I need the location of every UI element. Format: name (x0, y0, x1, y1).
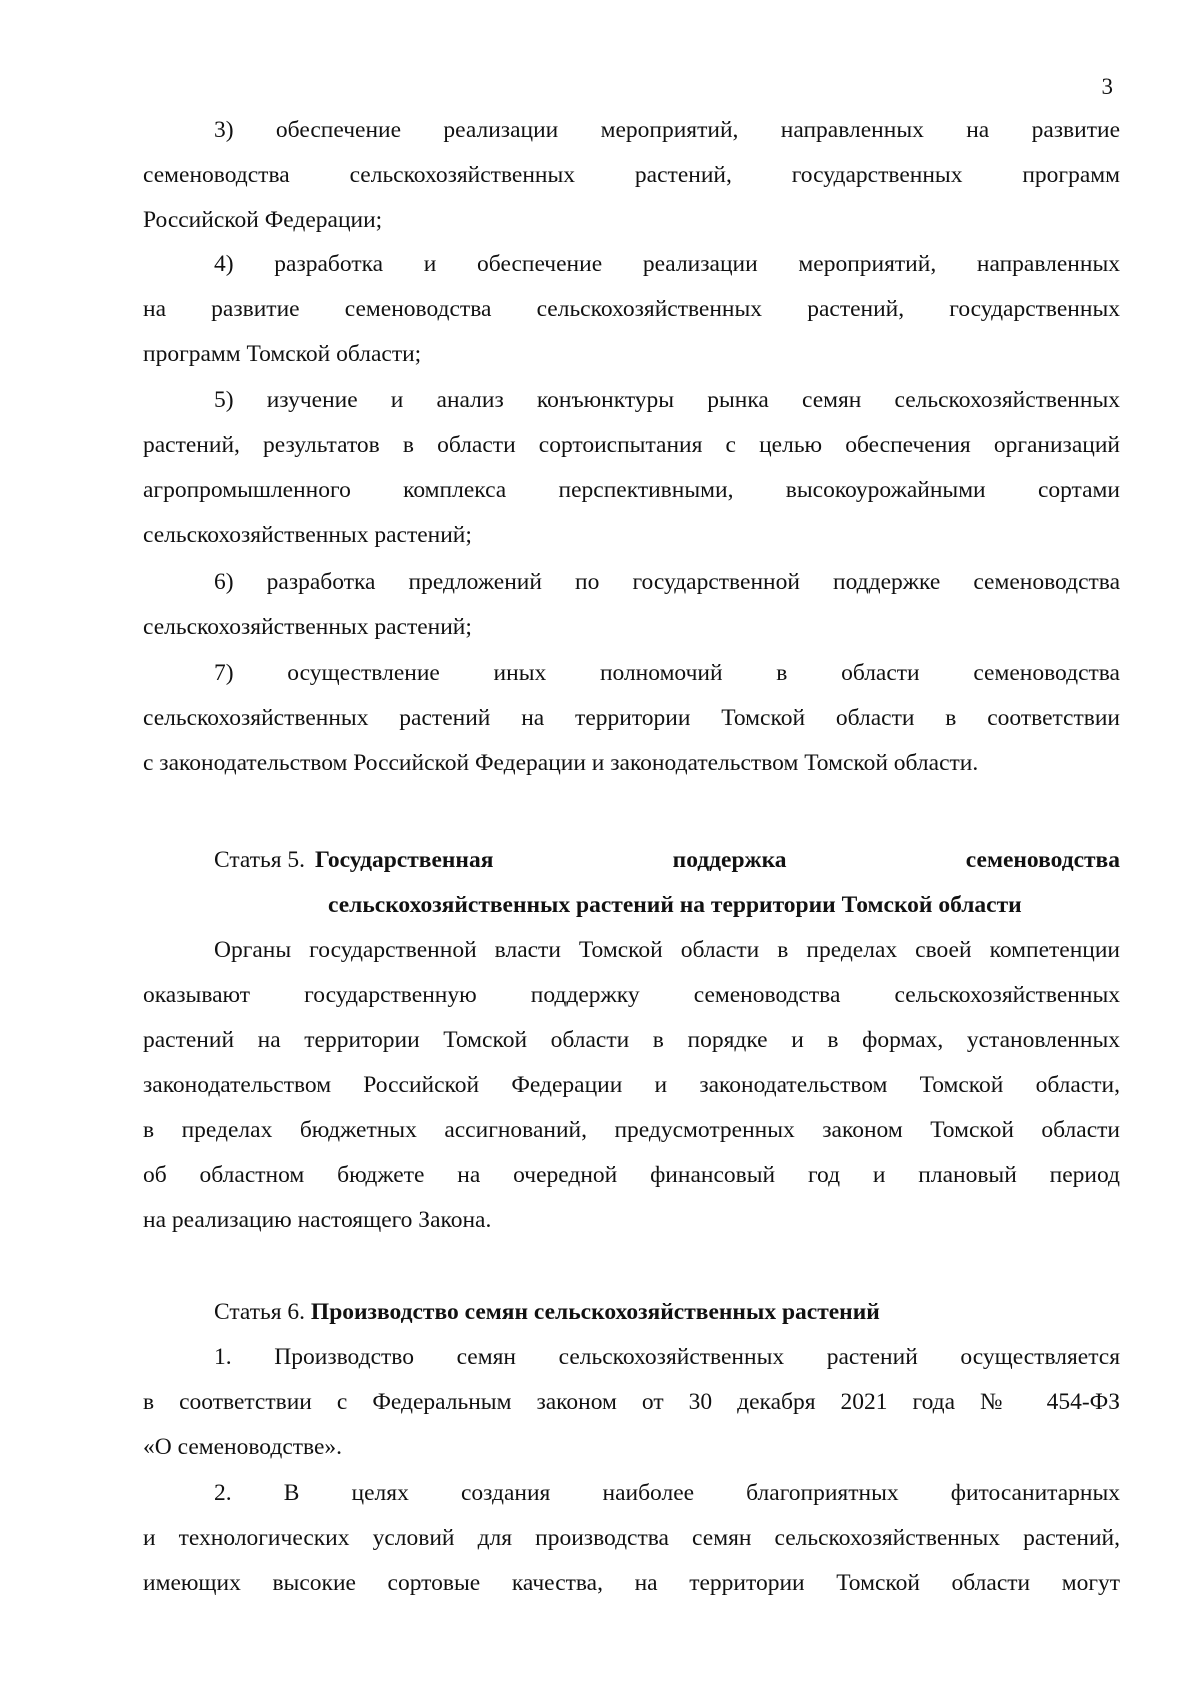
text-line: 4) разработка и обеспечение реализации мероприятий, направленных (214, 251, 1120, 277)
list-item-7 (143, 651, 1120, 786)
text-line: и технологических условий для производства семян сельскохозяйственных растений, (143, 1525, 1120, 1551)
text-line: 7) осуществление иных полномочий в области семеноводства (214, 660, 1120, 686)
text-line: «О семеноводстве». (143, 1434, 343, 1460)
text-line: оказывают государственную поддержку семеноводства сельскохозяйственных (143, 982, 1120, 1008)
article-5-heading (143, 838, 1120, 883)
text-line: Российской Федерации; (143, 207, 383, 233)
text-line: с законодательством Российской Федерации и законодательством Томской области. (143, 750, 979, 776)
text-line: агропромышленного комплекса перспективными, высокоурожайными сортами (143, 477, 1120, 503)
title-word: семеноводства (965, 847, 1120, 873)
text-line: сельскохозяйственных растений; (143, 522, 472, 548)
text-line: об областном бюджете на очередной финансовый год и плановый период (143, 1162, 1120, 1188)
text-line: в пределах бюджетных ассигнований, предусмотренных законом Томской области (143, 1117, 1120, 1143)
text-line: Органы государственной власти Томской области в пределах своей компетенции (214, 937, 1120, 963)
article-5-label: Статья 5. (214, 847, 306, 873)
article-6-heading-line (143, 1290, 1120, 1335)
text-line: 6) разработка предложений по государственной поддержке семеноводства (214, 569, 1120, 595)
text-line: растений, результатов в области сортоиспытания с целью обеспечения организаций (143, 432, 1120, 458)
list-item-5 (143, 378, 1120, 558)
text-line: на реализацию настоящего Закона. (143, 1207, 492, 1233)
text-line: 1. Производство семян сельскохозяйственных растений осуществляется (214, 1344, 1120, 1370)
title-word: Государственная (315, 847, 494, 873)
page-number: 3 (1101, 74, 1113, 99)
text-line: 2. В целях создания наиболее благоприятных фитосанитарных (214, 1480, 1120, 1506)
article-6-paragraph-1 (143, 1335, 1120, 1470)
text-line: семеноводства сельскохозяйственных растений, государственных программ (143, 162, 1120, 188)
text-line: растений на территории Томской области в порядке и в формах, установленных (143, 1027, 1120, 1053)
article-5-title-line1 (315, 838, 1120, 883)
article-5-body (143, 928, 1120, 1243)
text-line: 3) обеспечение реализации мероприятий, направленных на развитие (214, 117, 1120, 143)
text-line: сельскохозяйственных растений; (143, 614, 472, 640)
list-item-3 (143, 108, 1120, 243)
text-line: в соответствии с Федеральным законом от 30 декабря 2021 года № 454-ФЗ (143, 1389, 1120, 1415)
article-5-title-line2: сельскохозяйственных растений на территории Томской области (328, 892, 1022, 918)
article-6-title: Производство семян сельскохозяйственных растений (310, 1299, 880, 1325)
text-line: 5) изучение и анализ конъюнктуры рынка семян сельскохозяйственных (214, 387, 1120, 413)
list-item-4 (143, 242, 1120, 377)
article-6-label: Статья 6. (214, 1299, 306, 1325)
text-line: на развитие семеноводства сельскохозяйственных растений, государственных (143, 296, 1120, 322)
article-6-paragraph-2 (143, 1471, 1120, 1606)
text-line: программ Томской области; (143, 341, 422, 367)
title-word: поддержка (672, 847, 787, 873)
article-6-heading (143, 1290, 1120, 1335)
text-line: законодательством Российской Федерации и законодательством Томской области, (143, 1072, 1120, 1098)
text-line: имеющих высокие сортовые качества, на территории Томской области могут (143, 1570, 1120, 1596)
text-line: сельскохозяйственных растений на территории Томской области в соответствии (143, 705, 1120, 731)
list-item-6 (143, 560, 1120, 650)
article-5-title-line2-wrap (143, 883, 1120, 928)
